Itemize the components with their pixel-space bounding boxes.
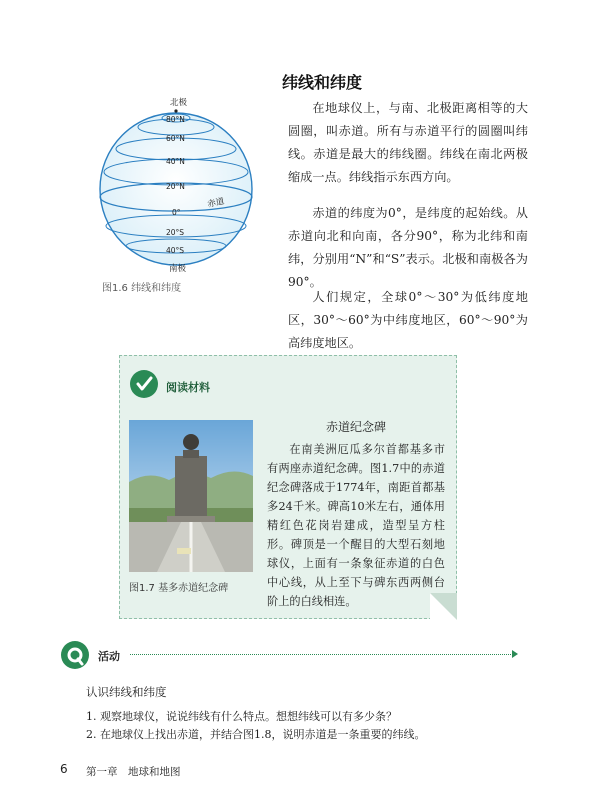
activity-item: 2. 在地球仪上找出赤道，并结合图1.8，说明赤道是一条重要的纬线。 — [86, 728, 426, 741]
activity-item: 1. 观察地球仪，说说纬线有什么特点。想想纬线可以有多少条？ — [86, 710, 397, 723]
page-number: 6 — [60, 762, 68, 776]
lat-label-60n: 60°N — [166, 134, 185, 143]
reading-material-icon — [129, 369, 159, 399]
article-title: 赤道纪念碑 — [325, 420, 386, 434]
lat-label-0: 0° — [172, 208, 181, 217]
lat-label-40s: 40°S — [166, 246, 185, 255]
equator-monument-photo — [129, 420, 253, 572]
article-body: 在南美洲厄瓜多尔首都基多市有两座赤道纪念碑。图1.7中的赤道纪念碑落成于1774年，南距首都基多24千米。碑高10米左右，通体用精红色花岗岩建成，造型呈方柱形。碑顶是一个醒目的大型石刻地球仪，上面有一条象征赤道的白色中心线，从上至下与碑东西两侧台阶上的白线相连。 — [267, 443, 445, 608]
paragraph-latitude: 赤道的纬度为0°，是纬度的起始线。从赤道向北和向南，各分90°，称为北纬和南纬，分别用“N”和“S”表示。北极和南极各为90°。 — [288, 206, 528, 289]
lat-label-20s: 20°S — [166, 228, 185, 237]
north-pole-label: 北极 — [170, 98, 188, 108]
activity-divider — [130, 654, 515, 655]
lat-label-80n: 80°N — [166, 115, 185, 124]
paragraph-latitude-zones: 人们规定，全球0°～30°为低纬度地区，30°～60°为中纬度地区，60°～90°为高纬度地区。 — [288, 290, 528, 350]
latitude-globe-figure — [96, 94, 266, 274]
figure-1-7-caption: 图1.7 基多赤道纪念碑 — [129, 583, 229, 594]
south-pole-label: 南极 — [169, 264, 187, 274]
lat-label-20n: 20°N — [166, 182, 185, 191]
section-title: 纬线和纬度 — [282, 73, 363, 92]
activity-subtitle: 认识纬线和纬度 — [86, 685, 167, 699]
activity-icon — [60, 640, 90, 670]
activity-arrow-icon — [512, 650, 518, 658]
figure-1-6-caption: 图1.6 纬线和纬度 — [102, 283, 182, 294]
activity-label: 活动 — [98, 650, 120, 663]
chapter-title: 第一章 地球和地图 — [86, 766, 181, 778]
paragraph-equator: 在地球仪上，与南、北极距离相等的大圆圈，叫赤道。所有与赤道平行的圆圈叫纬线。赤道是最大的纬线圈。纬线在南北两极缩成一点。纬线指示东西方向。 — [288, 101, 528, 184]
lat-label-40n: 40°N — [166, 157, 185, 166]
equator-label: 赤道 — [206, 196, 226, 210]
reading-material-label: 阅读材料 — [166, 381, 210, 394]
north-pole-dot — [174, 109, 177, 112]
